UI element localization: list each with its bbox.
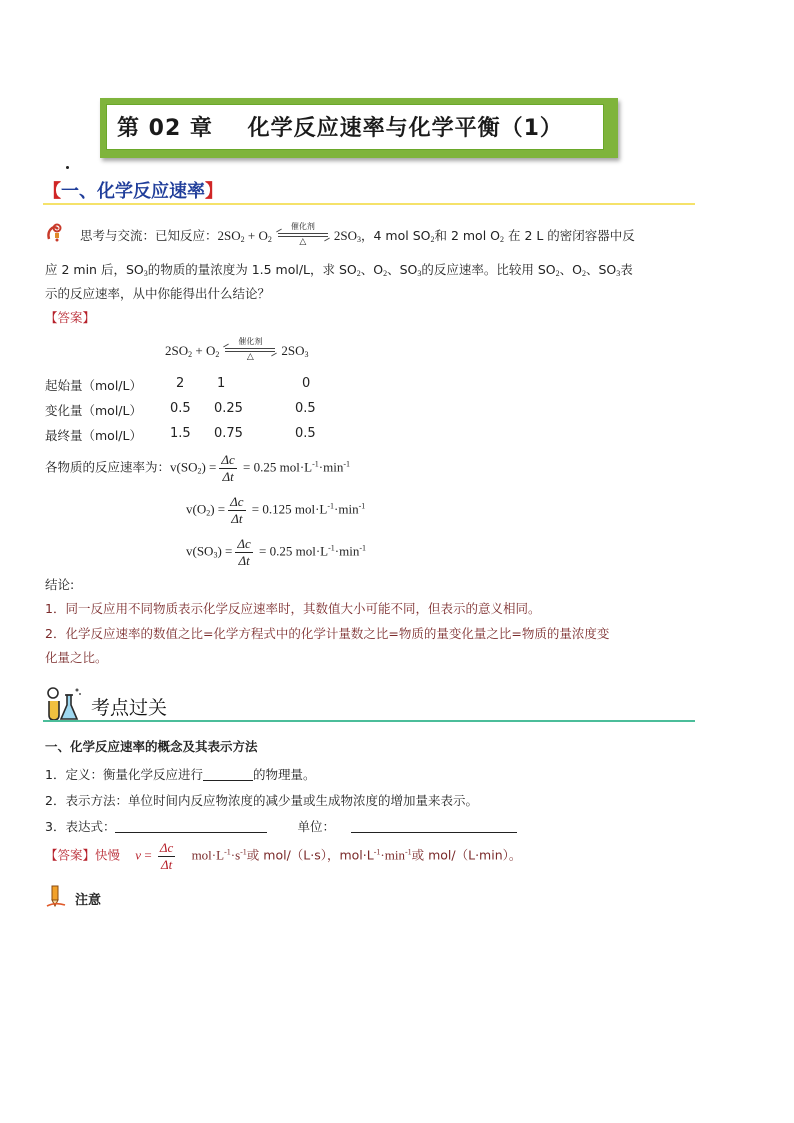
chapter-banner-inner <box>106 104 604 150</box>
section-title: 一、化学反应速率 <box>61 181 205 202</box>
chapter-banner <box>100 98 618 158</box>
reversible-arrow: 催化剂 △ <box>276 227 330 247</box>
rate-so3: $v(SO_3)$ = $\frac{\Delta c}{\Delta t}$ = 0.25 $mol\cdot L^{-1}\cdot\min^{-1}$ <box>186 536 367 568</box>
chapter-title: 第 02 章 化学反应速率与化学平衡（1） <box>117 116 563 141</box>
note-title: 注意 <box>75 893 102 908</box>
part1-answer: 【答案】快慢 v = $\frac{\Delta c}{\Delta t}$ $mol\cdot L^{-1}\cdot s^{-1}$或 mol/（L·s），$mol\cdot L^{-1}\cdot\min^{-1}$或 mol/（L·min）。 <box>45 840 522 872</box>
question-line-2: 应 2 min 后，$SO_3$的物质的量浓度为 1.5 mol/L，求 $SO_2$、$O_2$、$SO_3$的反应速率。比较用 $SO_2$、$O_2$、$SO_3$表 <box>45 262 633 278</box>
rate-so2: 各物质的反应速率为：$v(SO_2)$ = $\frac{\Delta c}{\Delta t}$ = 0.25 $mol\cdot L^{-1}\cdot\min^{-1}$ <box>45 452 351 484</box>
section-underline <box>43 203 695 205</box>
fraction: $\frac{\Delta c}{\Delta t}$ <box>159 840 174 872</box>
blank-line <box>115 832 267 833</box>
bracket-close: 】 <box>205 181 223 202</box>
conclusion-1: 1．同一反应用不同物质表示化学反应速率时，其数值大小可能不同，但表示的意义相同。 <box>45 601 541 616</box>
fraction: $\frac{\Delta c}{\Delta t}$ <box>237 536 251 568</box>
item-expression: 3．表达式： 单位： <box>45 817 517 835</box>
table-row: 最终量（mol/L） 1.5 0.75 0.5 <box>45 426 316 443</box>
table-row: 变化量（mol/L） 0.5 0.25 0.5 <box>45 401 316 418</box>
part1-heading: 一、化学反应速率的概念及其表示方法 <box>45 739 258 754</box>
bullet-dot <box>66 166 69 169</box>
blank-line <box>351 832 517 833</box>
fraction: $\frac{\Delta c}{\Delta t}$ <box>221 452 235 484</box>
item-definition: 1．定义：衡量化学反应进行 的物理量。 <box>45 767 316 782</box>
bracket-open: 【 <box>43 181 61 202</box>
question-icon <box>45 222 65 242</box>
blank-line <box>203 780 253 781</box>
lab-flask-icon <box>43 685 83 723</box>
conclusion-2b: 化量之比。 <box>45 650 108 665</box>
question-line-3: 示的反应速率，从中你能得出什么结论？ <box>45 286 271 301</box>
conclusion-2a: 2．化学反应速率的数值之比=化学方程式中的化学计量数之比=物质的量变化量之比=物质的量浓度变 <box>45 626 610 641</box>
item-method: 2．表示方法：单位时间内反应物浓度的减少量或生成物浓度的增加量来表示。 <box>45 793 478 808</box>
reversible-arrow: 催化剂 △ <box>223 342 277 362</box>
question-line-1: 思考与交流：已知反应：$2SO_2 + O_2$ 催化剂 △ $2SO_3$，4 mol $SO_2$和 2 mol $O_2$ 在 2 L 的密闭容器中反 <box>80 222 635 247</box>
answer-label: 【答案】 <box>45 310 96 325</box>
kaodian-underline <box>43 720 695 722</box>
rate-o2: $v(O_2)$ = $\frac{\Delta c}{\Delta t}$ = 0.125 $mol\cdot L^{-1}\cdot\min^{-1}$ <box>186 494 366 526</box>
pencil-icon <box>45 884 67 908</box>
kaodian-title: 考点过关 <box>91 697 168 719</box>
fraction: $\frac{\Delta c}{\Delta t}$ <box>230 494 244 526</box>
table-row: 起始量（mol/L） 2 1 0 <box>45 376 311 393</box>
conclusion-label: 结论: <box>45 577 75 592</box>
section-heading <box>43 177 223 203</box>
equation: $2SO_2 + O_2$ 催化剂 △ $2SO_3$ <box>165 337 309 361</box>
